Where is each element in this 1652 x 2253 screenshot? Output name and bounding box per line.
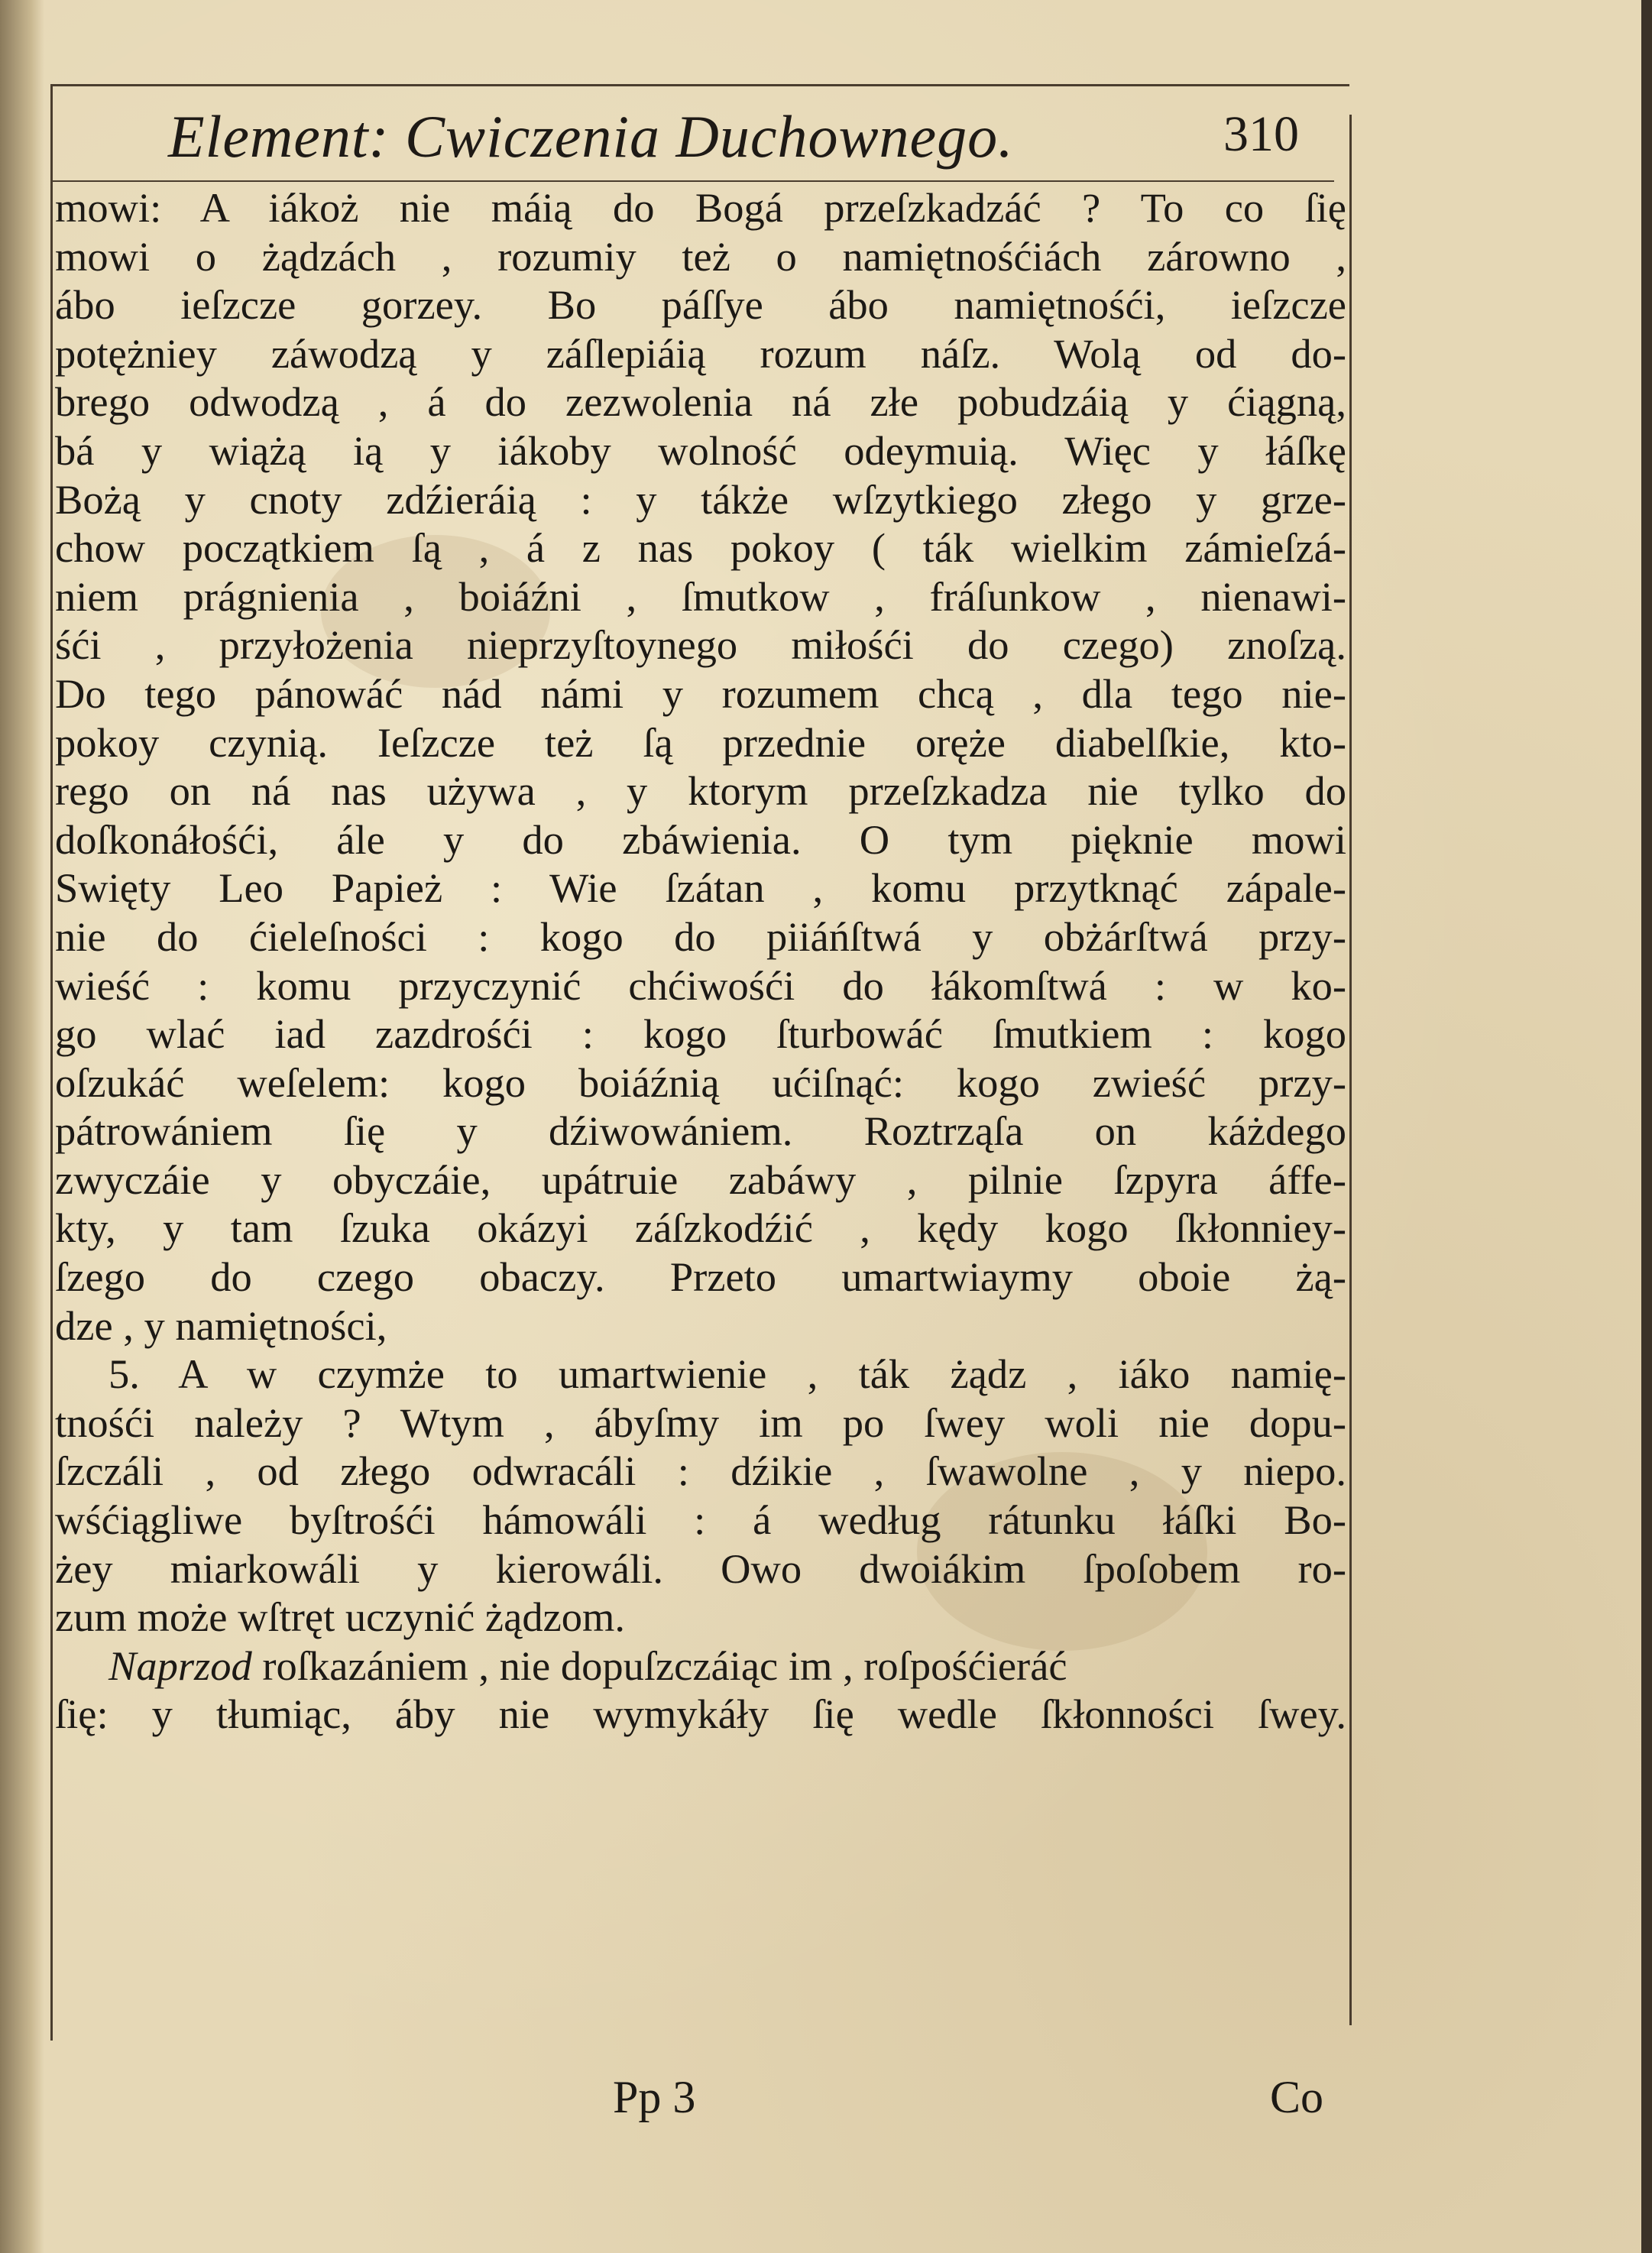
signature-mark: Pp 3 [613, 2072, 696, 2122]
page-edge [1641, 0, 1652, 2253]
running-title: Element: Cwiczenia Duchownego. [168, 103, 1014, 170]
text-line [55, 1642, 1346, 1691]
text-line: doſkonáłośći, ále y do zbáwienia. O tym pięknie mowi [55, 815, 1346, 863]
left-frame-line [50, 84, 53, 2041]
paragraph-3 [55, 1642, 1346, 1739]
text-line: tnośći należy ? Wtym , ábyſmy im po ſwey woli nie dopu- [55, 1399, 1346, 1446]
paragraph-1 [55, 183, 1346, 1350]
text-line: potężniey záwodzą y záſlepiáią rozum náſz. Wolą od do- [55, 329, 1346, 377]
header-underline [50, 180, 1334, 182]
text-line: ábo ieſzcze gorzey. Bo páſſye ábo namiętnośći, ieſzcze [55, 281, 1346, 329]
text-line: zum może wſtręt uczynić żądzom. [55, 1593, 626, 1641]
text-line: bá y wiążą ią y iákoby wolność odeymuią. Więc y łáſkę [55, 426, 1346, 474]
text-line: chow początkiem ſą , á z nas pokoy ( ták wielkim zámieſzá- [55, 524, 1346, 572]
text-line: Do tego pánowáć nád námi y rozumem chcą , dla tego nie- [55, 669, 1346, 717]
text-line: nie do ćieleſności : kogo do piiáńſtwá y obżárſtwá przy- [55, 913, 1346, 960]
text-line: mowi: A iákoż nie máią do Bogá przeſzkadzáć ? To co ſię [55, 184, 1346, 231]
text-line: kty, y tam ſzuka okázyi záſzkodźić , kędy kogo ſkłonniey- [55, 1204, 1346, 1252]
page-number: 310 [1223, 106, 1299, 162]
page-header [122, 96, 1314, 180]
header-rule [50, 84, 1349, 86]
text-line: oſzukáć weſelem: kogo boiáźnią ućiſnąć: kogo zwieść przy- [55, 1058, 1346, 1106]
text-line: mowi o żądzách , rozumiy też o namiętnośćiách zárowno , [55, 232, 1346, 280]
text-line: wieść : komu przyczynić chćiwośći do łákomſtwá : w ko- [55, 961, 1346, 1009]
gutter-shadow [0, 0, 44, 2253]
text-line: Swięty Leo Papież : Wie ſzátan , komu przytknąć zápale- [55, 864, 1346, 912]
text-line: niem prágnienia , boiáźni , ſmutkow , fráſunkow , nienawi- [55, 572, 1346, 620]
text-line-rest: roſkazániem , nie dopuſzczáiąc im , roſpośćieráć [251, 1642, 1067, 1689]
text-line: go wlać iad zazdrośći : kogo ſturbowáć ſmutkiem : kogo [55, 1010, 1346, 1058]
text-line: zwyczáie y obyczáie, upátruie zabáwy , pilnie ſzpyra áffe- [55, 1156, 1346, 1203]
text-line: 5. A w czymże to umartwienie , ták żądz , iáko namię- [109, 1350, 1346, 1398]
text-line: ſzego do czego obaczy. Przeto umartwiaymy oboie żą- [55, 1253, 1346, 1301]
text-line: pátrowániem ſię y dźiwowániem. Roztrząſa on káżdego [55, 1107, 1346, 1155]
paragraph-2 [55, 1350, 1346, 1642]
text-line: śći , przyłożenia nieprzyſtoynego miłośći do czego) znoſzą. [55, 621, 1346, 669]
body-text [55, 183, 1346, 1739]
text-line: brego odwodzą , á do zezwolenia ná złe pobudzáią y ćiągną, [55, 378, 1346, 426]
text-line: ſię: y tłumiąc, áby nie wymykáły ſię wedle ſkłonności ſwey. [55, 1691, 1346, 1738]
text-line: dze , y namiętności, [55, 1302, 387, 1349]
text-line: wśćiągliwe byſtrośći hámowáli : á według rátunku łáſki Bo- [55, 1496, 1346, 1544]
text-line: rego on ná nas używa , y ktorym przeſzkadza nie tylko do [55, 767, 1346, 815]
right-frame-line [1349, 115, 1352, 2025]
catchword: Co [1269, 2072, 1323, 2122]
italic-lead-word: Naprzod [109, 1642, 252, 1689]
page-footer [55, 2071, 1346, 2132]
text-line: żey miarkowáli y kierowáli. Owo dwoiákim ſpoſobem ro- [55, 1545, 1346, 1592]
text-line: Bożą y cnoty zdźieráią : y tákże wſzytkiego złego y grze- [55, 475, 1346, 523]
text-line: ſzczáli , od złego odwracáli : dźikie , ſwawolne , y niepo. [55, 1447, 1346, 1495]
text-line: pokoy czynią. Ieſzcze też ſą przednie oręże diabelſkie, kto- [55, 718, 1346, 766]
